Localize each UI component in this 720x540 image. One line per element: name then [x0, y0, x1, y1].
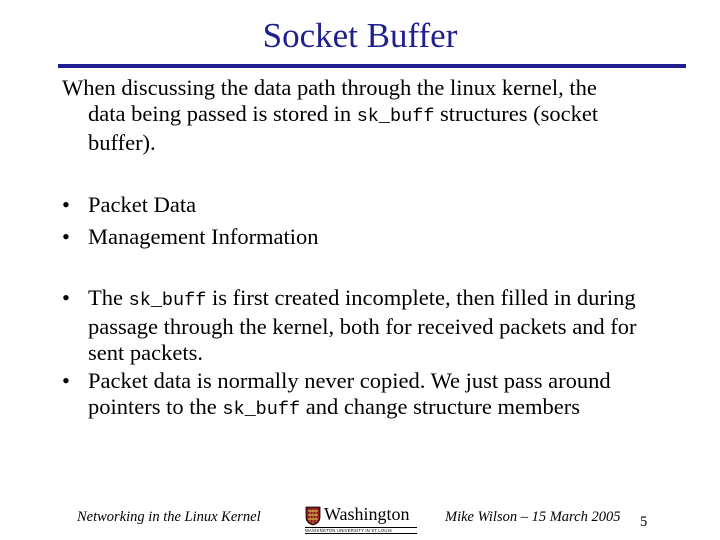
bullet-text: and change structure members — [300, 394, 580, 419]
bullet-icon: • — [62, 285, 70, 310]
bullet-list-components — [62, 192, 662, 256]
bullet-text: is first created incomplete, then filled in during passage through the kernel, both for received packets and for sent packets. — [88, 285, 637, 365]
bullet-text: Management Information — [88, 224, 319, 249]
bullet-text: The — [88, 285, 129, 310]
bullet-icon: • — [62, 192, 70, 217]
bullet-text: Packet Data — [88, 192, 197, 217]
footer-course-title: Networking in the Linux Kernel — [77, 509, 261, 525]
bullet-item — [62, 285, 662, 366]
code-sk-buff: sk_buff — [128, 290, 207, 311]
crest-icon — [305, 506, 321, 526]
bullet-text: Packet data is normally never copied. We just pass around pointers to the — [88, 368, 611, 419]
intro-text: data being passed is stored in — [88, 101, 357, 126]
title-divider — [58, 64, 686, 68]
code-sk-buff: sk_buff — [356, 106, 435, 127]
page-number: 5 — [640, 514, 648, 530]
intro-text: structures (socket — [434, 101, 599, 126]
bullet-icon: • — [62, 368, 70, 393]
intro-line-3: buffer). — [88, 130, 156, 155]
bullet-icon: • — [62, 224, 70, 249]
bullet-item — [62, 192, 662, 218]
bullet-item — [62, 224, 662, 250]
intro-line-1: When discussing the data path through the linux kernel, the — [62, 75, 597, 100]
bullet-item — [62, 368, 662, 423]
footer-author-date: Mike Wilson – 15 March 2005 — [445, 509, 621, 525]
slide-title: Socket Buffer — [262, 16, 458, 55]
intro-line-2 — [62, 101, 682, 130]
intro-paragraph — [62, 75, 682, 156]
code-sk-buff: sk_buff — [222, 399, 301, 420]
bullet-list-details — [62, 285, 662, 425]
logo-wordmark: Washington — [324, 504, 410, 524]
logo-subtitle: WASHINGTON UNIVERSITY IN ST LOUIS — [305, 527, 417, 534]
